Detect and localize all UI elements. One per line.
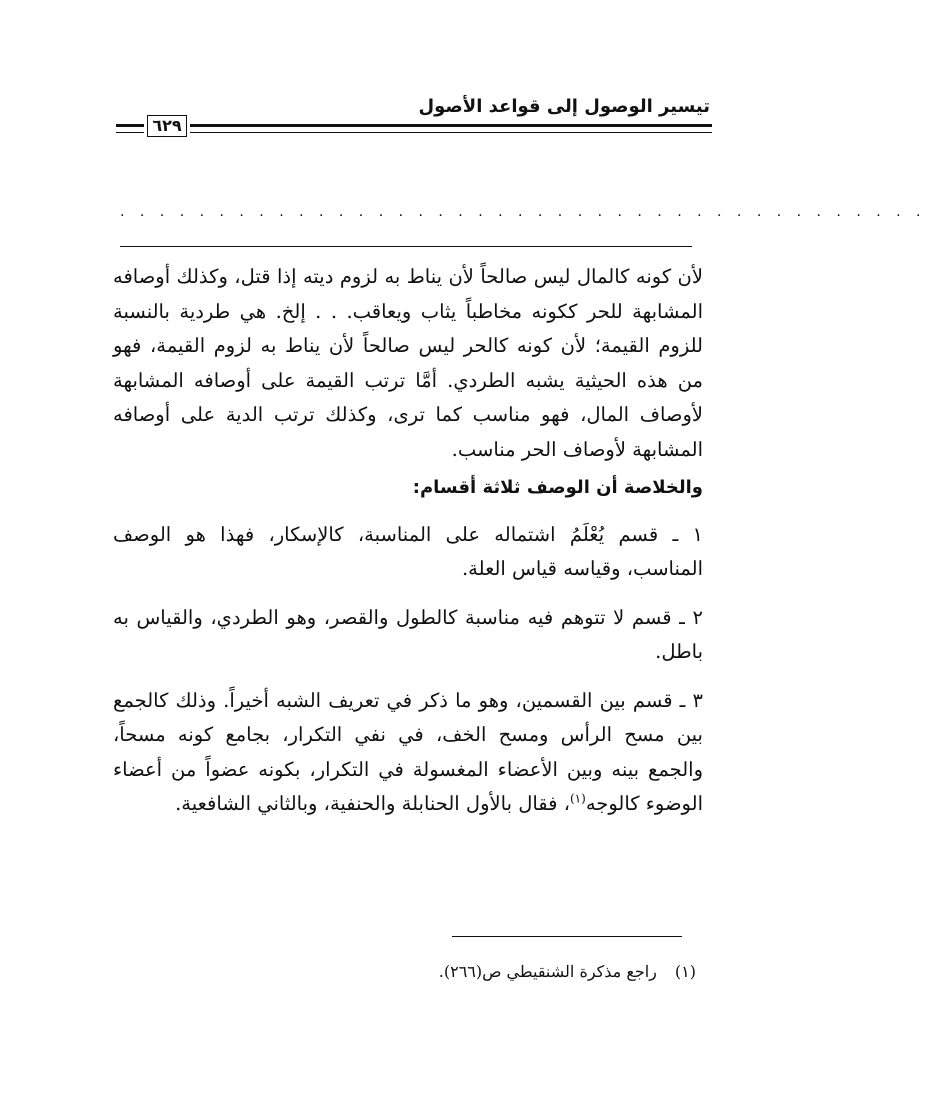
section-separator xyxy=(120,246,692,247)
list-item-3 xyxy=(113,684,703,822)
ellipsis-dots: . . . . . . . . . . . . . . . . . . . . . . . . . . . . . . . . . . . . . . . . . xyxy=(120,204,926,220)
footnote-reference: (١) xyxy=(569,791,586,806)
paragraph-1: لأن كونه كالمال ليس صالحاً لأن يناط به لزوم ديته إذا قتل، وكذلك أوصافه المشابهة للحر ككونه مخاطباً يثاب ويعاقب. . . إلخ. هي طردية بالنسبة للزوم القيمة؛ لأن كونه كالحر ليس صالحاً لأن يناط به لزوم القيمة، فهو من هذه الحيثية يشبه الطردي. أمَّا ترتب القيمة على أوصافه المشابهة لأوصاف المال، فهو مناسب كما ترى، وكذلك ترتب الدية على أوصافه المشابهة لأوصاف الحر مناسب. xyxy=(113,265,703,461)
running-title: تيسير الوصول إلى قواعد الأصول xyxy=(418,96,710,117)
footnote-rule xyxy=(452,936,682,937)
page-number: ٦٢٩ xyxy=(147,115,187,137)
list-item-3-text-a: ٣ ـ قسم بين القسمين، وهو ما ذكر في تعريف الشبه أخيراً. وذلك كالجمع بين مسح الرأس ومسح الخف، في نفي التكرار، بجامع كونه مسحاً، والجمع بينه وبين الأعضاء المغسولة في التكرار، بكونه عضواً من أعضاء الوضوء كالوجه xyxy=(113,688,703,815)
header-rule xyxy=(190,124,712,133)
footnote xyxy=(439,962,696,981)
footnote-text: راجع مذكرة الشنقيطي ص(٢٦٦). xyxy=(438,962,657,981)
summary-heading: والخلاصة أن الوصف ثلاثة أقسام: xyxy=(412,477,703,498)
list-item-2: ٢ ـ قسم لا تتوهم فيه مناسبة كالطول والقصر، وهو الطردي، والقياس به باطل. xyxy=(113,605,703,663)
footnote-number: (١) xyxy=(674,962,696,981)
body-text xyxy=(113,260,703,836)
header-rule-short xyxy=(116,124,144,133)
list-item-1: ١ ـ قسم يُعْلَمُ اشتماله على المناسبة، كالإسكار، فهذا هو الوصف المناسب، وقياسه قياس العلة. xyxy=(113,522,703,580)
list-item-3-text-b: ، فقال بالأول الحنابلة والحنفية، وبالثاني الشافعية. xyxy=(175,792,570,815)
